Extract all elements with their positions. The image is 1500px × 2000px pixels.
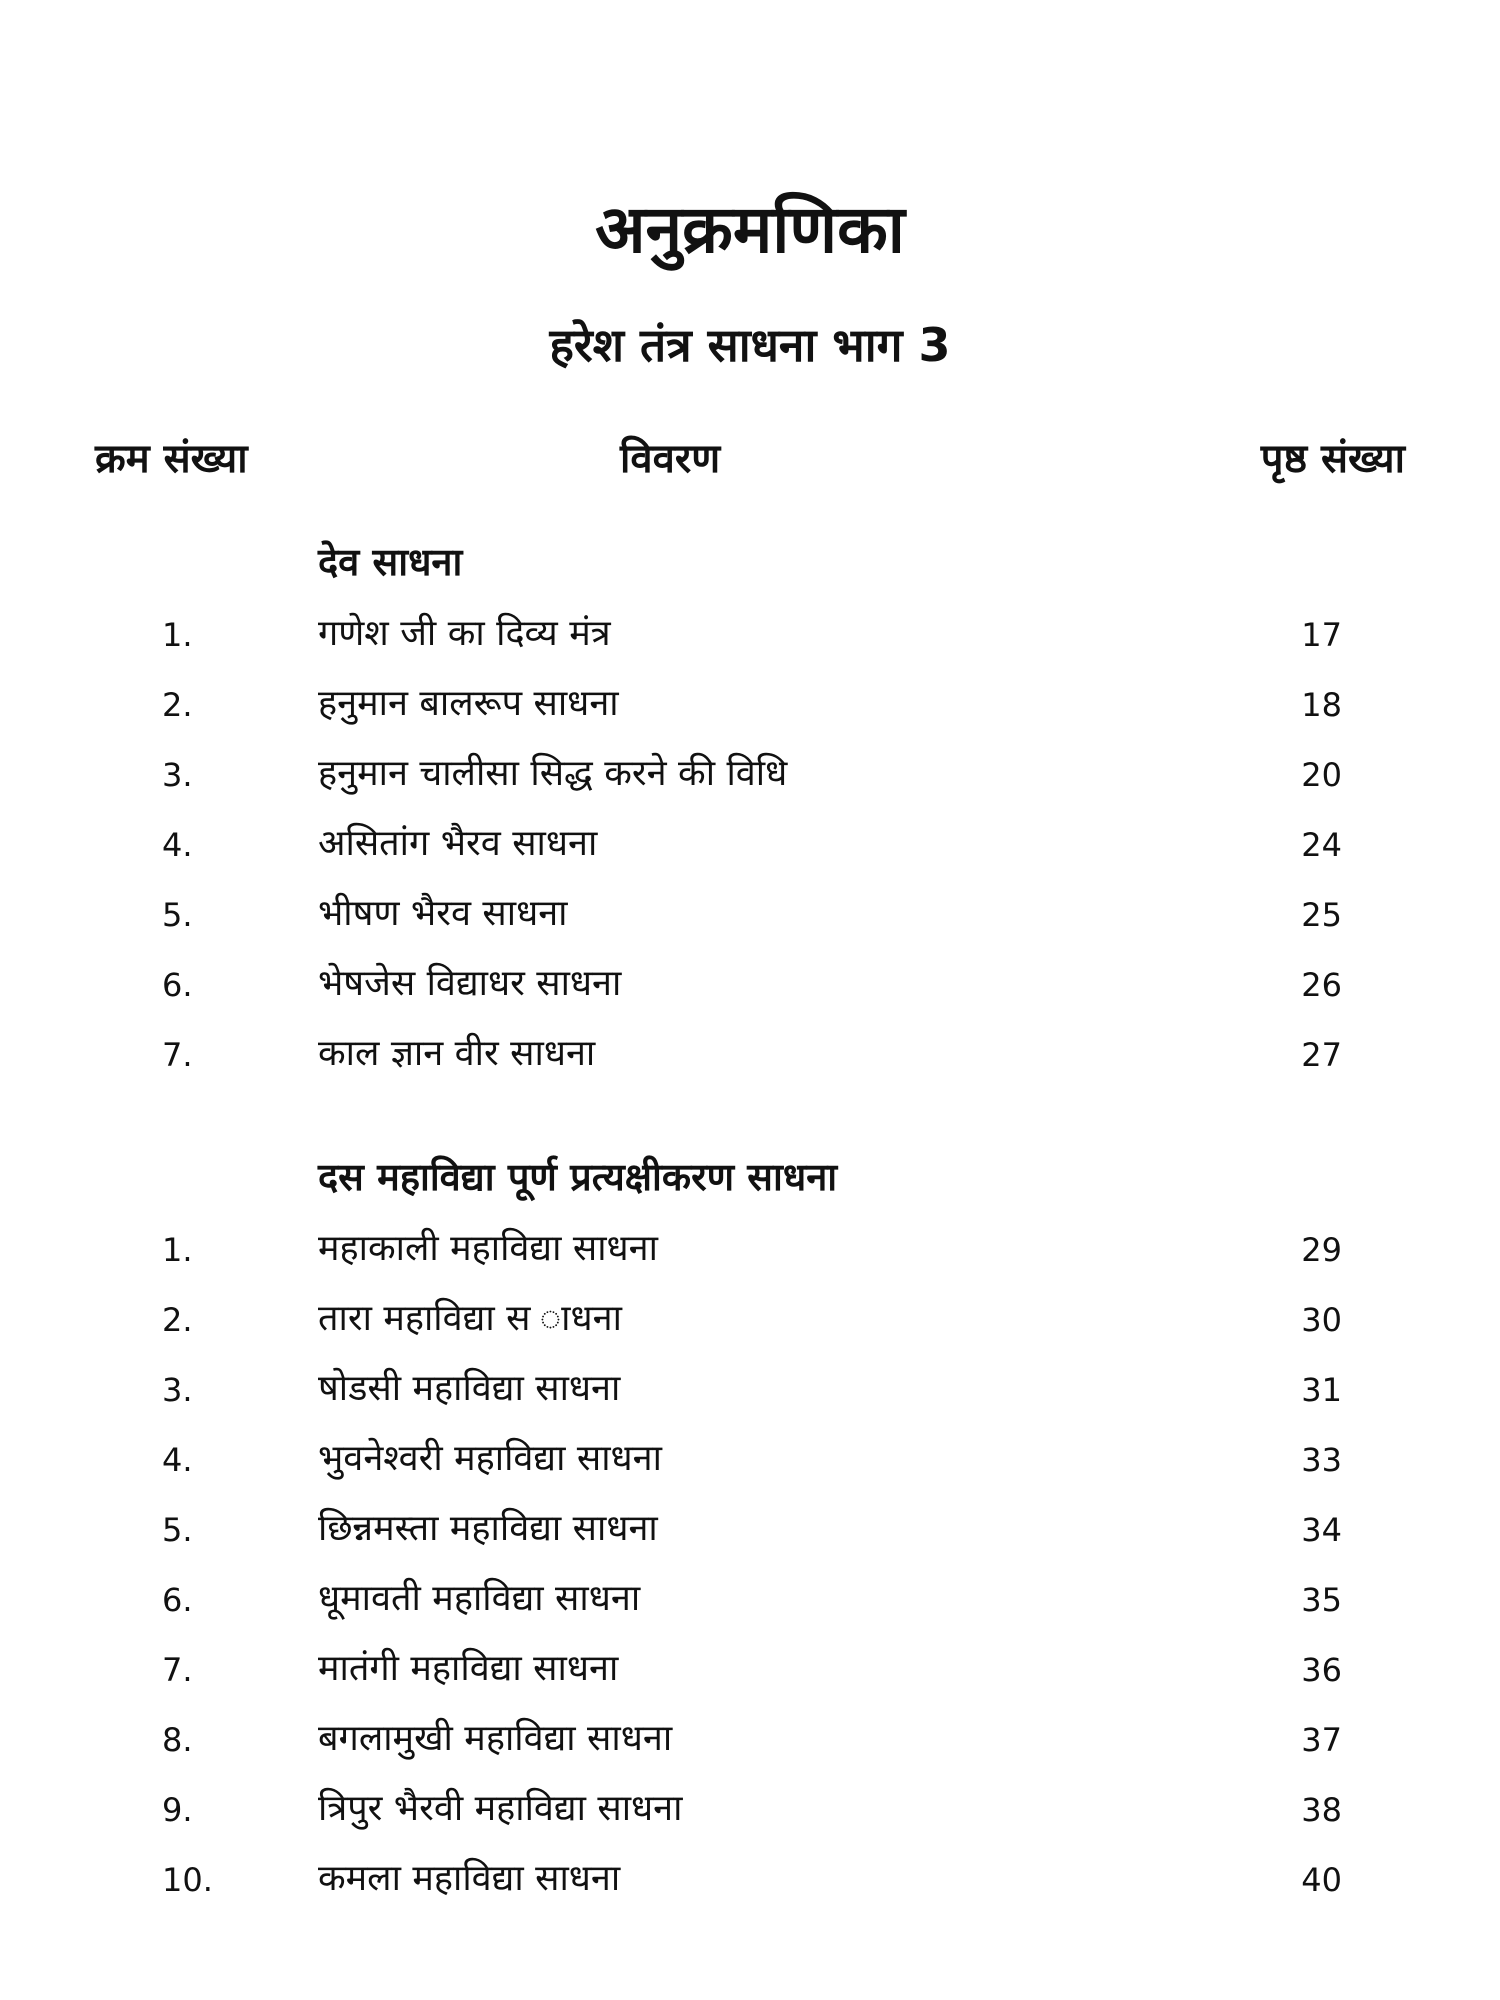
entry-title: छिन्नमस्ता महाविद्या साधना: [318, 1508, 658, 1549]
entry-number: 3.: [162, 756, 193, 794]
toc-entry: [0, 1573, 1500, 1643]
entry-number: 2.: [162, 1301, 193, 1339]
toc-entry: [0, 1503, 1500, 1573]
toc-entry: [0, 678, 1500, 748]
entry-title: गणेश जी का दिव्य मंत्र: [318, 613, 611, 654]
entry-page-number: 40: [1301, 1861, 1342, 1899]
entry-number: 1.: [162, 616, 193, 654]
entry-page-number: 17: [1301, 616, 1342, 654]
entry-title: मातंगी महाविद्या साधना: [318, 1648, 619, 1689]
header-page-number: पृष्ठ संख्या: [1260, 436, 1405, 482]
page-title: अनुक्रमणिका: [595, 191, 905, 268]
entry-page-number: 20: [1301, 756, 1342, 794]
toc-entry: [0, 1223, 1500, 1293]
entry-page-number: 35: [1301, 1581, 1342, 1619]
toc-list: [0, 608, 1500, 1098]
toc-entry: [0, 818, 1500, 888]
entry-number: 3.: [162, 1371, 193, 1409]
entry-page-number: 30: [1301, 1301, 1342, 1339]
entry-page-number: 27: [1301, 1036, 1342, 1074]
toc-entry: [0, 958, 1500, 1028]
entry-title: हनुमान बालरूप साधना: [318, 683, 619, 724]
toc-entry: [0, 1293, 1500, 1363]
entry-page-number: 29: [1301, 1231, 1342, 1269]
entry-number: 6.: [162, 1581, 193, 1619]
entry-page-number: 31: [1301, 1371, 1342, 1409]
entry-title: षोडसी महाविद्या साधना: [318, 1368, 621, 1409]
entry-title: त्रिपुर भैरवी महाविद्या साधना: [318, 1788, 683, 1829]
entry-number: 7.: [162, 1651, 193, 1689]
entry-title: काल ज्ञान वीर साधना: [318, 1033, 596, 1074]
toc-entry: [0, 888, 1500, 958]
entry-title: असितांग भैरव साधना: [318, 823, 598, 864]
header-description: विवरण: [620, 436, 721, 482]
toc-entry: [0, 1433, 1500, 1503]
entry-number: 9.: [162, 1791, 193, 1829]
entry-page-number: 18: [1301, 686, 1342, 724]
entry-number: 6.: [162, 966, 193, 1004]
entry-page-number: 38: [1301, 1791, 1342, 1829]
entry-title: कमला महाविद्या साधना: [318, 1858, 621, 1899]
toc-entry: [0, 1028, 1500, 1098]
entry-title: भीषण भैरव साधना: [318, 893, 568, 934]
toc-entry: [0, 1713, 1500, 1783]
toc-entry: [0, 608, 1500, 678]
toc-list: [0, 1223, 1500, 1923]
entry-page-number: 37: [1301, 1721, 1342, 1759]
entry-title: तारा महाविद्या स ाधना: [318, 1298, 622, 1339]
entry-page-number: 26: [1301, 966, 1342, 1004]
toc-entry: [0, 1853, 1500, 1923]
entry-page-number: 34: [1301, 1511, 1342, 1549]
entry-title: धूमावती महाविद्या साधना: [318, 1578, 641, 1619]
entry-title: महाकाली महाविद्या साधना: [318, 1228, 658, 1269]
entry-title: हनुमान चालीसा सिद्ध करने की विधि: [318, 753, 788, 794]
entry-number: 5.: [162, 1511, 193, 1549]
entry-page-number: 36: [1301, 1651, 1342, 1689]
entry-number: 10.: [162, 1861, 213, 1899]
section-heading: दस महाविद्या पूर्ण प्रत्यक्षीकरण साधना: [318, 1155, 838, 1199]
entry-number: 2.: [162, 686, 193, 724]
toc-entry: [0, 1783, 1500, 1853]
book-subtitle: हरेश तंत्र साधना भाग 3: [549, 318, 951, 372]
entry-page-number: 25: [1301, 896, 1342, 934]
entry-number: 1.: [162, 1231, 193, 1269]
entry-number: 4.: [162, 1441, 193, 1479]
entry-number: 7.: [162, 1036, 193, 1074]
toc-entry: [0, 1643, 1500, 1713]
entry-title: भुवनेश्वरी महाविद्या साधना: [318, 1438, 662, 1479]
toc-entry: [0, 1363, 1500, 1433]
entry-page-number: 33: [1301, 1441, 1342, 1479]
entry-number: 5.: [162, 896, 193, 934]
entry-page-number: 24: [1301, 826, 1342, 864]
entry-title: भेषजेस विद्याधर साधना: [318, 963, 622, 1004]
header-serial-number: क्रम संख्या: [95, 436, 248, 482]
entry-title: बगलामुखी महाविद्या साधना: [318, 1718, 673, 1759]
section-heading: देव साधना: [318, 540, 463, 584]
toc-entry: [0, 748, 1500, 818]
entry-number: 4.: [162, 826, 193, 864]
entry-number: 8.: [162, 1721, 193, 1759]
